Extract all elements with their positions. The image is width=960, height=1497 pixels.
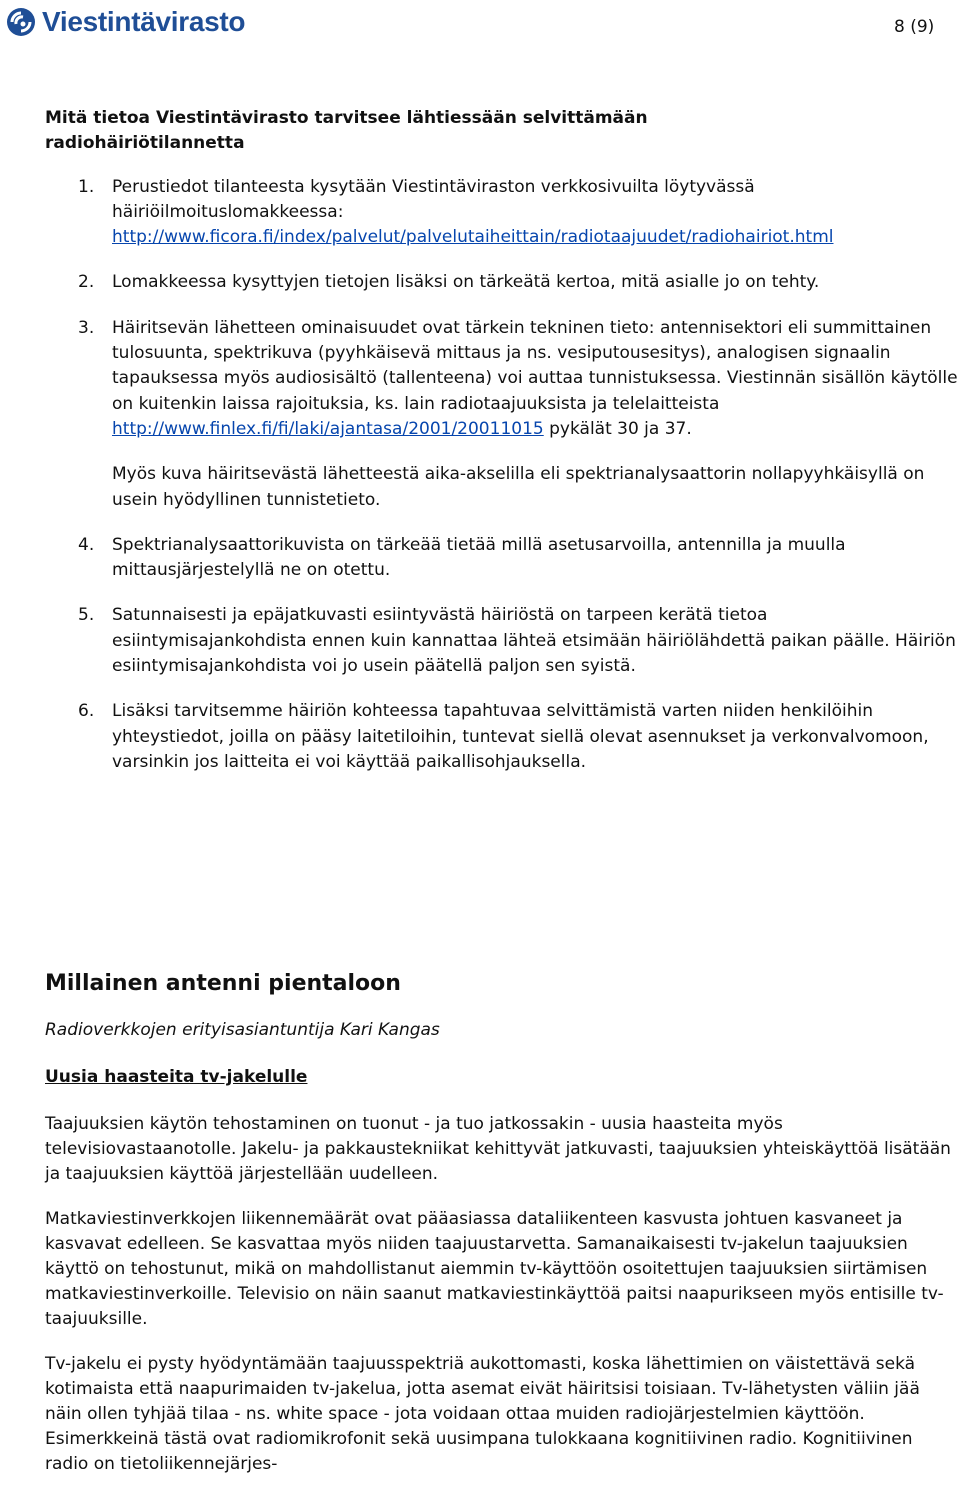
intro-heading: Mitä tietoa Viestintävirasto tarvitsee lähtiessään selvittämään radiohäiriötilannetta (45, 108, 648, 154)
paragraph: Taajuuksien käytön tehostaminen on tuonut - ja tuo jatkossakin - uusia haasteita myös televisiovastaanotolle. Jakelu- ja pakkaustekniikat kehittyvät jatkuvasti, taajuuksien yhteiskäyttöä lisätään ja taajuuksien käyttöä järjestellään uudelleen. (45, 1114, 951, 1184)
document-body (45, 106, 960, 795)
form-link[interactable]: http://www.ficora.fi/index/palvelut/palvelutaiheittain/radiotaajuudet/radiohairiot.html (112, 227, 834, 248)
list-item (45, 699, 960, 775)
list-text: Lisäksi tarvitsemme häiriön kohteessa tapahtuvaa selvittämistä varten niiden henkilöihin yhteystiedot, joilla on pääsy laitetiloihin, tuntevat siellä olevat asennukset ja verkonvalvomoon, varsinkin jos laitteita ei voi käyttää paikallisohjauksella. (112, 701, 929, 772)
list-number: 6. (78, 701, 95, 722)
paragraph: Matkaviestinverkkojen liikennemäärät ovat pääasiassa dataliikenteen kasvusta johtuen kasvaneet ja kasvavat edelleen. Se kasvattaa myös niiden taajuustarvetta. Samanaikaisesti tv-jakelun taajuuksien käyttö on tehostunut, mikä on mahdollistanut aiemmin tv-käyttöön osoitettujen taajuuksien siirtämisen matkaviestinverkoille. Televisio on näin saanut matkaviestinkäyttöä paitsi naapurikseen myös entisille tv-taajuuksille. (45, 1209, 944, 1329)
list-text: Häiritsevän lähetteen ominaisuudet ovat tärkein tekninen tieto: antennisektori eli summittainen tulosuunta, spektrikuva (pyyhkäisevä mittaus ja ns. vesiputousesitys), analogisen signaalin tapauksessa myös audiosisältö (tallenteena) voi auttaa tunnistuksessa. Viestinnän sisällön käytölle on kuitenkin laissa rajoituksia, ks. lain radiotaajuuksista ja telelaitteista (112, 317, 958, 414)
list-number: 4. (78, 534, 95, 555)
list-text-after-link: pykälät 30 ja 37. (549, 418, 692, 439)
list-item (45, 175, 960, 251)
author-byline: Radioverkkojen erityisasiantuntija Kari Kangas (45, 1020, 440, 1040)
list-text: Spektrianalysaattorikuvista on tärkeää tietää millä asetusarvoilla, antennilla ja muulla mittausjärjestelyllä ne on otettu. (112, 534, 846, 581)
logo-text: Viestintävirasto (42, 6, 246, 37)
info-list-continued (45, 533, 960, 775)
logo (6, 6, 245, 38)
list-item (45, 533, 960, 584)
paragraph: Tv-jakelu ei pysty hyödyntämään taajuusspektriä aukottomasti, koska lähettimien on väistettävä sekä kotimaista että naapurimaiden tv-jakelua, jotta asemat eivät häiritsisi toisiaan. Tv-lähetysten väliin jää näin ollen tyhjää tilaa - ns. white space - jota voidaan ottaa muiden radiojärjestelmien käyttöön. Esimerkkeinä tästä ovat radiomikrofonit sekä uusimpana tulokkaana kognitiivinen radio. Kognitiivinen radio on tietoliikennejärjes- (45, 1354, 920, 1474)
info-list (45, 175, 960, 443)
list-number: 2. (78, 272, 95, 293)
list-number: 5. (78, 605, 95, 626)
list-extra-paragraph: Myös kuva häiritsevästä lähetteestä aika-akselilla eli spektrianalysaattorin nollapyyhkäisyllä on usein hyödyllinen tunnistetieto. (112, 464, 925, 510)
list-number: 1. (78, 176, 95, 197)
list-item (45, 316, 960, 442)
list-number: 3. (78, 317, 95, 338)
section-body (45, 1112, 960, 1497)
list-text: Perustiedot tilanteesta kysytään Viestintäviraston verkkosivuilta löytyvässä häiriöilmoituslomakkeessa: (112, 176, 755, 222)
section-title: Millainen antenni pientaloon (45, 971, 401, 996)
list-text: Satunnaisesti ja epäjatkuvasti esiintyvästä häiriöstä on tarpeen kerätä tietoa esiintymisajankohdista ennen kuin kannattaa lähteä etsimään häiriölähdettä paikan päälle. Häiriön esiintymisajankohdista voi jo usein päätellä paljon sen syistä. (112, 605, 956, 677)
list-item (45, 270, 960, 295)
page-number: 8 (9) (894, 17, 935, 37)
ficora-logo-icon (6, 7, 36, 37)
list-text: Lomakkeessa kysyttyjen tietojen lisäksi on tärkeätä kertoa, mitä asialle jo on tehty. (112, 272, 820, 293)
finlex-link[interactable]: http://www.finlex.fi/fi/laki/ajantasa/2001/20011015 (112, 418, 544, 439)
subheading: Uusia haasteita tv-jakelulle (45, 1067, 308, 1087)
list-item (45, 603, 960, 679)
